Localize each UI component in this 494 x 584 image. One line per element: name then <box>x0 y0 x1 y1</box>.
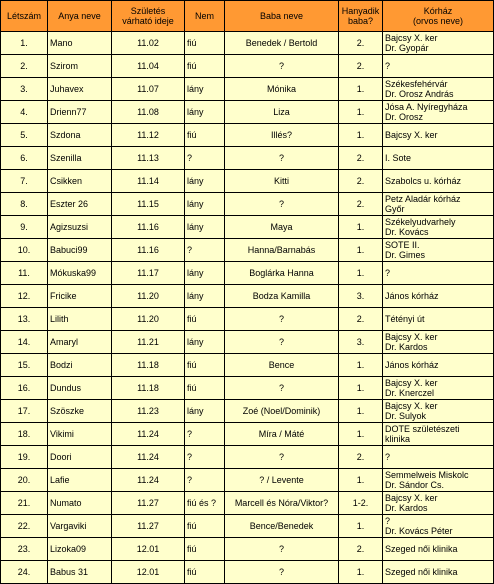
cell-szuletes: 11.18 <box>112 354 185 377</box>
cell-anya-neve: Fricike <box>48 285 112 308</box>
table-body <box>1 32 494 584</box>
korhaz-line1: Bajcsy X. ker <box>385 33 438 43</box>
cell-hanyadik: 1. <box>339 515 383 538</box>
cell-szuletes: 11.24 <box>112 469 185 492</box>
korhaz-line1: Bajcsy X. ker <box>385 332 438 342</box>
cell-korhaz <box>383 469 494 492</box>
korhaz-line1: ? <box>385 268 391 278</box>
cell-baba-neve: Illés? <box>225 124 339 147</box>
cell-hanyadik: 1. <box>339 216 383 239</box>
cell-nem: lány <box>185 101 225 124</box>
cell-szuletes: 11.13 <box>112 147 185 170</box>
cell-hanyadik: 1. <box>339 400 383 423</box>
cell-korhaz <box>383 216 494 239</box>
cell-nem: lány <box>185 331 225 354</box>
cell-korhaz <box>383 561 494 584</box>
korhaz-line1: DOTE születészeti <box>385 424 460 434</box>
korhaz-line1: Tétényi út <box>385 314 425 324</box>
cell-szuletes: 11.21 <box>112 331 185 354</box>
table-row <box>1 216 494 239</box>
cell-nem: lány <box>185 78 225 101</box>
header-letszam: Létszám <box>1 1 48 32</box>
cell-baba-neve: ? <box>225 446 339 469</box>
cell-anya-neve: Mókuska99 <box>48 262 112 285</box>
table-row <box>1 400 494 423</box>
cell-letszam: 8. <box>1 193 48 216</box>
korhaz-line2: Dr. Sándor Cs. <box>385 480 445 490</box>
cell-nem: fiú <box>185 55 225 78</box>
cell-letszam: 24. <box>1 561 48 584</box>
cell-hanyadik: 1. <box>339 469 383 492</box>
cell-korhaz <box>383 515 494 538</box>
korhaz-line1: Bajcsy X. ker <box>385 130 438 140</box>
cell-letszam: 16. <box>1 377 48 400</box>
cell-baba-neve: ? <box>225 193 339 216</box>
cell-anya-neve: Szenilla <box>48 147 112 170</box>
cell-hanyadik: 2. <box>339 55 383 78</box>
header-szuletes <box>112 1 185 32</box>
korhaz-line2: Dr. Sulyok <box>385 411 427 421</box>
cell-szuletes: 11.24 <box>112 423 185 446</box>
cell-szuletes: 12.01 <box>112 561 185 584</box>
header-szuletes-line1: Születés <box>130 6 166 16</box>
cell-baba-neve: Hanna/Barnabás <box>225 239 339 262</box>
cell-baba-neve: ? <box>225 561 339 584</box>
table-row <box>1 78 494 101</box>
korhaz-line1: Semmelweis Miskolc <box>385 470 469 480</box>
cell-szuletes: 12.01 <box>112 538 185 561</box>
korhaz-line1: János kórház <box>385 360 439 370</box>
cell-anya-neve: Numato <box>48 492 112 515</box>
cell-korhaz <box>383 170 494 193</box>
cell-nem: lány <box>185 285 225 308</box>
table-row <box>1 193 494 216</box>
cell-nem: fiú <box>185 124 225 147</box>
cell-korhaz <box>383 308 494 331</box>
cell-letszam: 9. <box>1 216 48 239</box>
korhaz-line2: Dr. Gimes <box>385 250 426 260</box>
korhaz-line2: Dr. Orosz András <box>385 89 454 99</box>
table-row <box>1 492 494 515</box>
korhaz-line1: Szeged női klinika <box>385 544 458 554</box>
cell-hanyadik: 2. <box>339 147 383 170</box>
cell-korhaz <box>383 55 494 78</box>
cell-nem: lány <box>185 193 225 216</box>
cell-korhaz <box>383 124 494 147</box>
korhaz-line1: Szabolcs u. kórház <box>385 176 462 186</box>
cell-letszam: 4. <box>1 101 48 124</box>
cell-szuletes: 11.17 <box>112 262 185 285</box>
korhaz-line1: Székesfehérvár <box>385 79 448 89</box>
header-nem: Nem <box>185 1 225 32</box>
cell-baba-neve: Mónika <box>225 78 339 101</box>
cell-anya-neve: Szöszke <box>48 400 112 423</box>
korhaz-line1: SOTE II. <box>385 240 420 250</box>
cell-korhaz <box>383 285 494 308</box>
cell-anya-neve: Vargaviki <box>48 515 112 538</box>
cell-anya-neve: Lizoka09 <box>48 538 112 561</box>
cell-korhaz <box>383 377 494 400</box>
cell-baba-neve: ? <box>225 147 339 170</box>
cell-letszam: 14. <box>1 331 48 354</box>
korhaz-line1: Bajcsy X. ker <box>385 378 438 388</box>
cell-hanyadik: 2. <box>339 193 383 216</box>
cell-anya-neve: Lilith <box>48 308 112 331</box>
cell-szuletes: 11.08 <box>112 101 185 124</box>
table-row <box>1 446 494 469</box>
cell-hanyadik: 1. <box>339 262 383 285</box>
header-baba-neve: Baba neve <box>225 1 339 32</box>
cell-korhaz <box>383 239 494 262</box>
cell-anya-neve: Amaryl <box>48 331 112 354</box>
cell-nem: lány <box>185 400 225 423</box>
cell-baba-neve: Bodza Kamilla <box>225 285 339 308</box>
korhaz-line2: Dr. Kovács Péter <box>385 526 453 536</box>
header-hanyadik <box>339 1 383 32</box>
cell-korhaz <box>383 78 494 101</box>
cell-korhaz <box>383 446 494 469</box>
cell-baba-neve: Bence/Benedek <box>225 515 339 538</box>
cell-korhaz <box>383 423 494 446</box>
cell-szuletes: 11.14 <box>112 170 185 193</box>
korhaz-line1: Szeged női klinika <box>385 567 458 577</box>
cell-anya-neve: Babuci99 <box>48 239 112 262</box>
cell-anya-neve: Babus 31 <box>48 561 112 584</box>
cell-korhaz <box>383 354 494 377</box>
cell-anya-neve: Szdona <box>48 124 112 147</box>
cell-nem: fiú <box>185 308 225 331</box>
cell-letszam: 11. <box>1 262 48 285</box>
cell-korhaz <box>383 400 494 423</box>
cell-letszam: 18. <box>1 423 48 446</box>
korhaz-line1: János kórház <box>385 291 439 301</box>
cell-hanyadik: 1. <box>339 101 383 124</box>
cell-hanyadik: 2. <box>339 170 383 193</box>
cell-nem: fiú és ? <box>185 492 225 515</box>
cell-baba-neve: ? <box>225 55 339 78</box>
cell-letszam: 21. <box>1 492 48 515</box>
cell-nem: fiú <box>185 377 225 400</box>
cell-anya-neve: Doori <box>48 446 112 469</box>
cell-nem: fiú <box>185 561 225 584</box>
cell-letszam: 12. <box>1 285 48 308</box>
cell-letszam: 3. <box>1 78 48 101</box>
cell-baba-neve: Míra / Máté <box>225 423 339 446</box>
cell-baba-neve: ? <box>225 538 339 561</box>
cell-hanyadik: 1. <box>339 354 383 377</box>
cell-letszam: 19. <box>1 446 48 469</box>
cell-szuletes: 11.20 <box>112 285 185 308</box>
cell-szuletes: 11.16 <box>112 239 185 262</box>
cell-szuletes: 11.07 <box>112 78 185 101</box>
korhaz-line2: Dr. Orosz <box>385 112 424 122</box>
cell-korhaz <box>383 193 494 216</box>
cell-nem: ? <box>185 469 225 492</box>
cell-anya-neve: Lafie <box>48 469 112 492</box>
cell-nem: fiú <box>185 538 225 561</box>
cell-szuletes: 11.27 <box>112 492 185 515</box>
korhaz-line1: I. Sote <box>385 153 412 163</box>
cell-nem: ? <box>185 239 225 262</box>
table-row <box>1 147 494 170</box>
cell-anya-neve: Juhavex <box>48 78 112 101</box>
table-row <box>1 124 494 147</box>
header-hanyadik-line1: Hanyadik <box>341 6 380 16</box>
cell-szuletes: 11.02 <box>112 32 185 55</box>
table-row <box>1 239 494 262</box>
cell-korhaz <box>383 147 494 170</box>
cell-hanyadik: 1. <box>339 78 383 101</box>
cell-korhaz <box>383 331 494 354</box>
cell-hanyadik: 2. <box>339 446 383 469</box>
cell-szuletes: 11.24 <box>112 446 185 469</box>
cell-letszam: 15. <box>1 354 48 377</box>
cell-baba-neve: Marcell és Nóra/Viktor? <box>225 492 339 515</box>
cell-hanyadik: 2. <box>339 32 383 55</box>
cell-szuletes: 11.15 <box>112 193 185 216</box>
cell-korhaz <box>383 538 494 561</box>
table-row <box>1 515 494 538</box>
korhaz-line1: Petz Aladár kórház <box>385 194 461 204</box>
cell-szuletes: 11.18 <box>112 377 185 400</box>
cell-korhaz <box>383 101 494 124</box>
table-row <box>1 469 494 492</box>
table-row <box>1 377 494 400</box>
korhaz-line1: ? <box>385 61 391 71</box>
cell-hanyadik: 1. <box>339 124 383 147</box>
cell-hanyadik: 1. <box>339 239 383 262</box>
cell-anya-neve: Agizsuzsi <box>48 216 112 239</box>
korhaz-line2: Dr. Kardos <box>385 342 428 352</box>
cell-nem: lány <box>185 262 225 285</box>
cell-szuletes: 11.23 <box>112 400 185 423</box>
header-korhaz-line2: (orvos neve) <box>412 16 464 26</box>
cell-baba-neve: ? <box>225 377 339 400</box>
korhaz-line2: Dr. Kovács <box>385 227 429 237</box>
table-row <box>1 423 494 446</box>
cell-letszam: 1. <box>1 32 48 55</box>
cell-baba-neve: Liza <box>225 101 339 124</box>
cell-korhaz <box>383 262 494 285</box>
cell-anya-neve: Szirom <box>48 55 112 78</box>
cell-letszam: 7. <box>1 170 48 193</box>
cell-nem: ? <box>185 423 225 446</box>
cell-nem: ? <box>185 147 225 170</box>
cell-nem: fiú <box>185 32 225 55</box>
cell-korhaz <box>383 492 494 515</box>
cell-letszam: 20. <box>1 469 48 492</box>
cell-hanyadik: 1. <box>339 423 383 446</box>
cell-anya-neve: Bodzi <box>48 354 112 377</box>
cell-hanyadik: 1. <box>339 377 383 400</box>
cell-baba-neve: Benedek / Bertold <box>225 32 339 55</box>
cell-nem: fiú <box>185 515 225 538</box>
header-hanyadik-line2: baba? <box>347 16 374 26</box>
cell-baba-neve: Boglárka Hanna <box>225 262 339 285</box>
korhaz-line1: ? <box>385 452 391 462</box>
table-row <box>1 55 494 78</box>
table-row <box>1 308 494 331</box>
cell-hanyadik: 1-2. <box>339 492 383 515</box>
korhaz-line2: Győr <box>385 204 405 214</box>
table-row <box>1 101 494 124</box>
cell-letszam: 10. <box>1 239 48 262</box>
table-row <box>1 262 494 285</box>
cell-letszam: 6. <box>1 147 48 170</box>
table-row <box>1 331 494 354</box>
cell-szuletes: 11.16 <box>112 216 185 239</box>
korhaz-line1: Jósa A. Nyíregyháza <box>385 102 468 112</box>
header-korhaz-line1: Kórház <box>423 6 453 16</box>
cell-nem: lány <box>185 216 225 239</box>
korhaz-line2: Dr. Gyopár <box>385 43 429 53</box>
cell-anya-neve: Csikken <box>48 170 112 193</box>
korhaz-line2: Dr. Kardos <box>385 503 428 513</box>
cell-anya-neve: Vikimi <box>48 423 112 446</box>
cell-szuletes: 11.20 <box>112 308 185 331</box>
cell-korhaz <box>383 32 494 55</box>
cell-letszam: 22. <box>1 515 48 538</box>
cell-baba-neve: Maya <box>225 216 339 239</box>
cell-letszam: 5. <box>1 124 48 147</box>
cell-szuletes: 11.04 <box>112 55 185 78</box>
korhaz-line1: Bajcsy X. ker <box>385 493 438 503</box>
header-row <box>1 1 494 32</box>
cell-hanyadik: 2. <box>339 538 383 561</box>
table-row <box>1 561 494 584</box>
cell-letszam: 2. <box>1 55 48 78</box>
cell-nem: lány <box>185 170 225 193</box>
cell-baba-neve: ? <box>225 331 339 354</box>
cell-anya-neve: Drienn77 <box>48 101 112 124</box>
cell-szuletes: 11.12 <box>112 124 185 147</box>
cell-szuletes: 11.27 <box>112 515 185 538</box>
cell-baba-neve: Bence <box>225 354 339 377</box>
header-szuletes-line2: várható ideje <box>122 16 174 26</box>
table-row <box>1 170 494 193</box>
cell-anya-neve: Mano <box>48 32 112 55</box>
korhaz-line1: Székelyudvarhely <box>385 217 456 227</box>
table-row <box>1 354 494 377</box>
cell-hanyadik: 1. <box>339 561 383 584</box>
table-row <box>1 285 494 308</box>
cell-anya-neve: Eszter 26 <box>48 193 112 216</box>
korhaz-line1: Bajcsy X. ker <box>385 401 438 411</box>
korhaz-line2: klinika <box>385 434 411 444</box>
cell-anya-neve: Dundus <box>48 377 112 400</box>
header-anya-neve: Anya neve <box>48 1 112 32</box>
cell-letszam: 13. <box>1 308 48 331</box>
cell-hanyadik: 3. <box>339 331 383 354</box>
cell-baba-neve: ? <box>225 308 339 331</box>
cell-baba-neve: ? / Levente <box>225 469 339 492</box>
korhaz-line2: Dr. Knerczel <box>385 388 435 398</box>
cell-baba-neve: Zoé (Noel/Dominik) <box>225 400 339 423</box>
cell-letszam: 17. <box>1 400 48 423</box>
cell-baba-neve: Kitti <box>225 170 339 193</box>
cell-hanyadik: 2. <box>339 308 383 331</box>
korhaz-line1: ? <box>385 516 391 526</box>
header-korhaz <box>383 1 494 32</box>
table-row <box>1 32 494 55</box>
cell-letszam: 23. <box>1 538 48 561</box>
cell-nem: fiú <box>185 354 225 377</box>
table-row <box>1 538 494 561</box>
cell-hanyadik: 3. <box>339 285 383 308</box>
cell-nem: ? <box>185 446 225 469</box>
